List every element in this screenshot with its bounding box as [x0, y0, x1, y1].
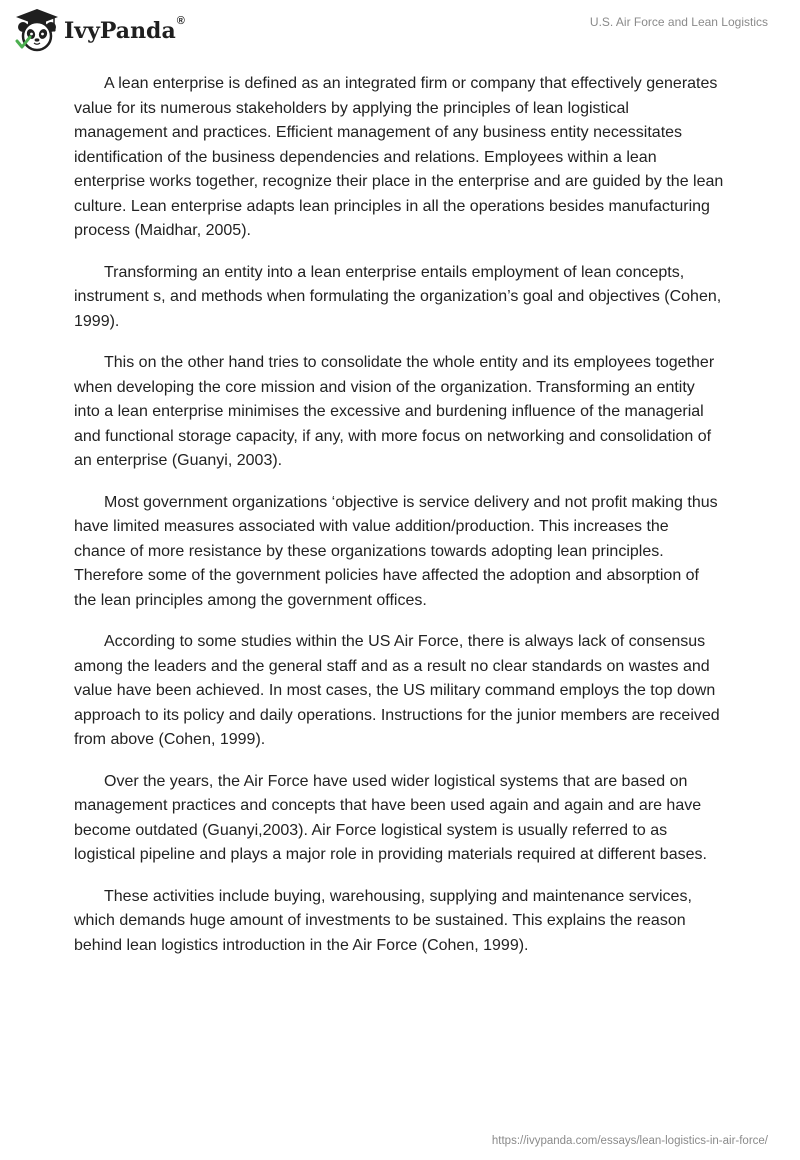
registered-mark: ®: [176, 15, 185, 27]
source-url-link[interactable]: https://ivypanda.com/essays/lean-logistics-in-air-force/: [491, 1135, 768, 1147]
logo-wordmark: IvyPanda®: [64, 15, 185, 44]
document-title: U.S. Air Force and Lean Logistics: [589, 15, 768, 29]
paragraph-7: These activities include buying, warehousing, supplying and maintenance services, which demands huge amount of investments to be sustained. This explains the reason behind lean logistics introduction in the Air Force (Cohen, 1999).: [74, 887, 692, 954]
ivypanda-logo[interactable]: [14, 8, 185, 52]
paragraph-5: According to some studies within the US Air Force, there is always lack of consensus among the leaders and the general staff and as a result no clear standards on wastes and value have been achieved. In most cases, the US military command employs the top down approach to its policy and daily operations. Instructions for the junior members are received from above (Cohen, 1999).: [74, 633, 720, 748]
page-header: [0, 0, 800, 60]
essay-body: [74, 72, 724, 975]
panda-graduate-icon: [14, 7, 60, 53]
paragraph-2: Transforming an entity into a lean enterprise entails employment of lean concepts, instrument s, and methods when formulating the organization’s goal and objectives (Cohen, 1999).: [74, 263, 722, 330]
paragraph-3: This on the other hand tries to consolidate the whole entity and its employees together when developing the core mission and vision of the organization. Transforming an entity into a lean enterprise minimises the excessive and burdening influence of the managerial and functional storage capacity, if any, with more focus on networking and consolidation of an enterprise (Guanyi, 2003).: [74, 354, 715, 469]
paragraph-1: A lean enterprise is defined as an integrated firm or company that effectively generates value for its numerous stakeholders by applying the principles of lean logistical management and practices. Efficient management of any business entity necessitates identification of the business dependencies and relations. Employees within a lean enterprise works together, recognize their place in the enterprise and are guided by the lean culture. Lean enterprise adapts lean principles in all the operations besides manufacturing process (Maidhar, 2005).: [74, 75, 724, 239]
paragraph-6: Over the years, the Air Force have used wider logistical systems that are based on management practices and concepts that have been used again and again and are have become outdated (Guanyi,2003). Air Force logistical system is usually referred to as logistical pipeline and plays a major role in providing materials required at different bases.: [74, 772, 707, 863]
paragraph-4: Most government organizations ‘objective is service delivery and not profit making thus have limited measures associated with value addition/production. This increases the chance of more resistance by these organizations towards adopting lean principles. Therefore some of the government policies have affected the adoption and absorption of the lean principles among the government offices.: [74, 493, 718, 609]
